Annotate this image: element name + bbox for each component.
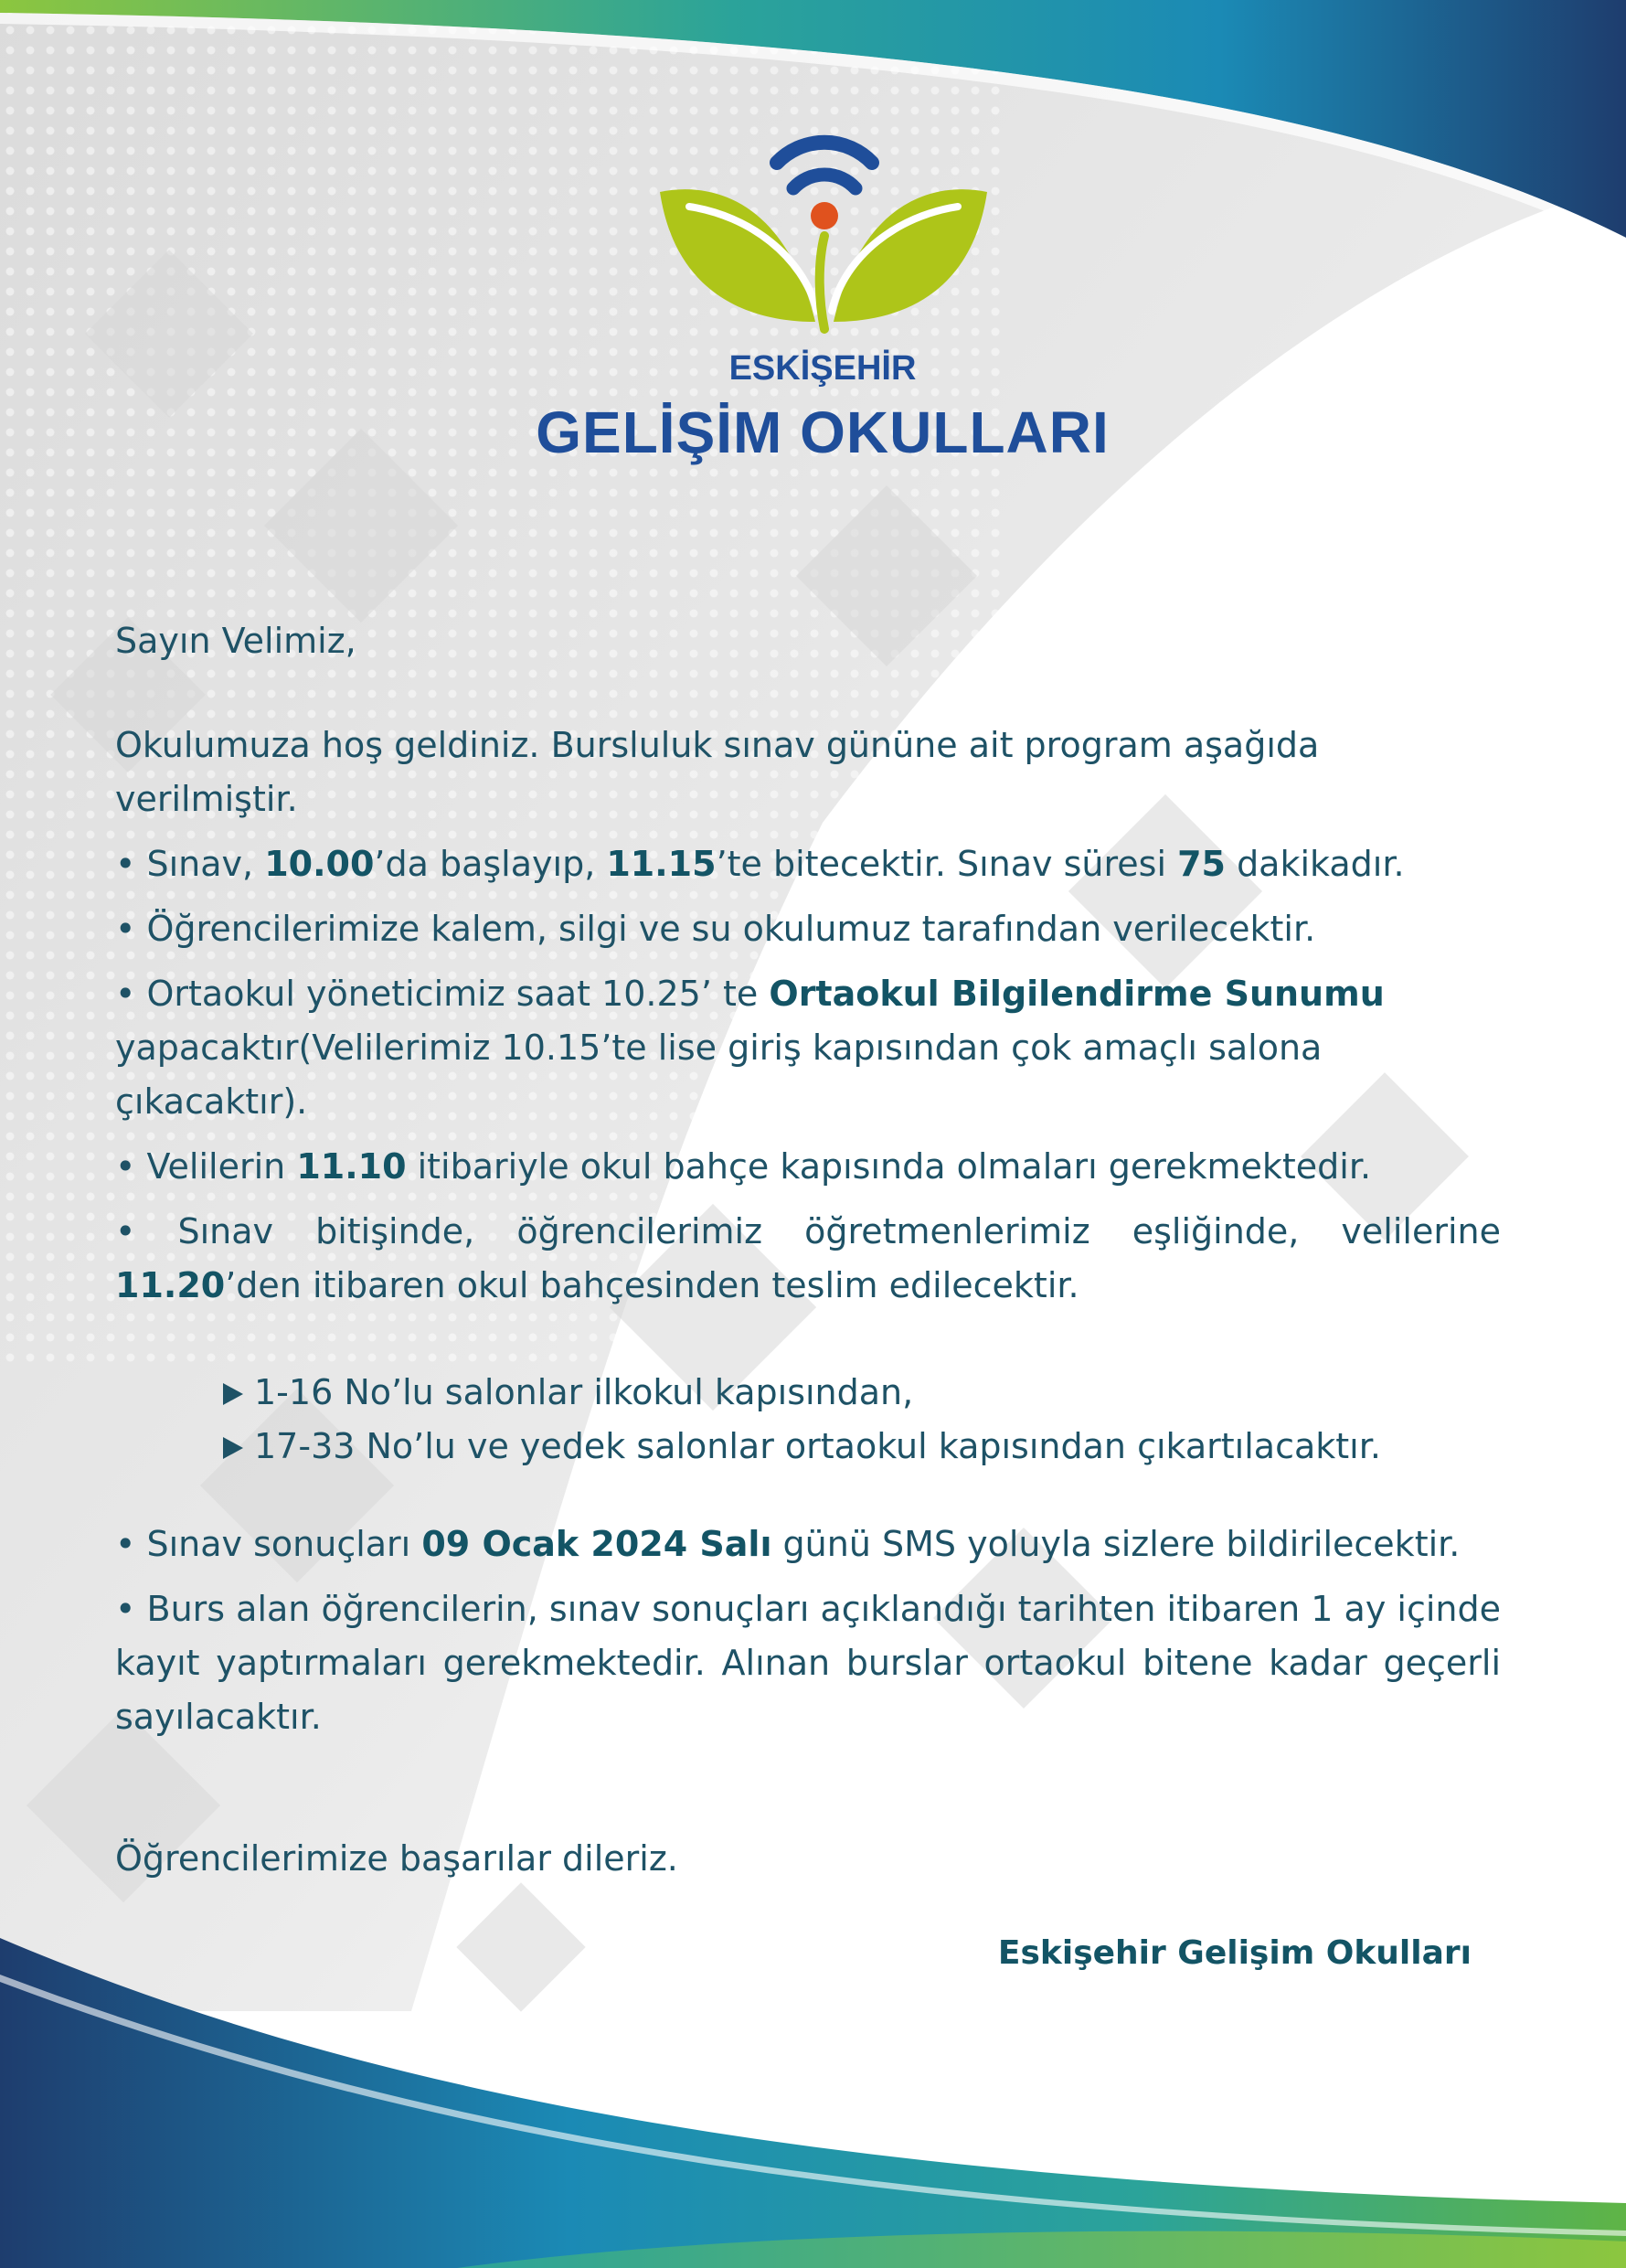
exam-duration: 75: [1177, 844, 1226, 884]
results-date: 09 Ocak 2024 Salı: [421, 1524, 772, 1564]
parents-gate-item: [115, 1140, 1501, 1194]
signature: Eskişehir Gelişim Okulları: [997, 1934, 1472, 1972]
logo-school-name: GELİŞİM OKULLARI: [536, 399, 1110, 465]
exam-time-item: [115, 837, 1501, 891]
closing-line: Öğrencilerimize başarılar dileriz.: [115, 1838, 678, 1879]
scholarship-item: • Burs alan öğrencilerin, sınav sonuçları açıklandığı tarihten itibaren 1 ay içinde kayıt yaptırmaları gerekmektedir. Alınan burslar ortaokul bitene kadar geçerli sayılacaktır.: [115, 1589, 1501, 1737]
parents-gate-prefix: • Velilerin: [115, 1146, 297, 1187]
pickup-prefix: • Sınav bitişinde, öğrencilerimiz öğretmenlerimiz eşliğinde, velilerine: [115, 1211, 1501, 1251]
supplies-item: • Öğrencilerimize kalem, silgi ve su okulumuz tarafından verilecektir.: [115, 909, 1316, 949]
triangle-bullet-icon: [223, 1383, 243, 1405]
greeting: Sayın Velimiz,: [115, 621, 356, 661]
pickup-suffix: ’den itibaren okul bahçesinden teslim edilecektir.: [225, 1265, 1079, 1305]
triangle-bullet-icon: [223, 1437, 243, 1459]
exit-list: [115, 1366, 1501, 1474]
pickup-time: 11.20: [115, 1265, 226, 1305]
presentation-prefix: • Ortaokul yöneticimiz saat 10.25’ te: [115, 974, 770, 1014]
exit-text: 17-33 No’lu ve yedek salonlar ortaokul kapısından çıkartılacaktır.: [254, 1426, 1381, 1466]
presentation-title: Ortaokul Bilgilendirme Sunumu: [769, 974, 1385, 1014]
parents-gate-time: 11.10: [296, 1146, 407, 1187]
results-item: [115, 1517, 1501, 1571]
school-logo: [512, 128, 1133, 475]
letter-body: [115, 614, 1501, 1886]
exam-time-suffix: dakikadır.: [1225, 844, 1405, 884]
exit-text: 1-16 No’lu salonlar ilkokul kapısından,: [254, 1372, 914, 1412]
results-prefix: • Sınav sonuçları: [115, 1524, 422, 1564]
exam-time-mid2: ’te bitecektir. Sınav süresi: [716, 844, 1178, 884]
list-item: [216, 1366, 1501, 1420]
list-item: [216, 1420, 1501, 1474]
presentation-item: [115, 967, 1501, 1129]
exam-end-time: 11.15: [606, 844, 717, 884]
exam-time-prefix: • Sınav,: [115, 844, 265, 884]
results-suffix: günü SMS yoluyla sizlere bildirilecektir.: [771, 1524, 1461, 1564]
pickup-item: [115, 1205, 1501, 1313]
leaf-wifi-logo-icon: [649, 128, 996, 347]
logo-city-text: ESKİŞEHİR: [728, 349, 917, 388]
parents-gate-suffix: itibariyle okul bahçe kapısında olmaları gerekmektedir.: [406, 1146, 1372, 1187]
presentation-suffix: yapacaktır(Velilerimiz 10.15’te lise giriş kapısından çok amaçlı salona çıkacaktır).: [115, 1028, 1323, 1122]
intro-paragraph: Okulumuza hoş geldiniz. Bursluluk sınav gününe ait program aşağıda verilmiştir.: [115, 725, 1320, 819]
exam-start-time: 10.00: [264, 844, 375, 884]
exam-time-mid1: ’da başlayıp,: [374, 844, 607, 884]
